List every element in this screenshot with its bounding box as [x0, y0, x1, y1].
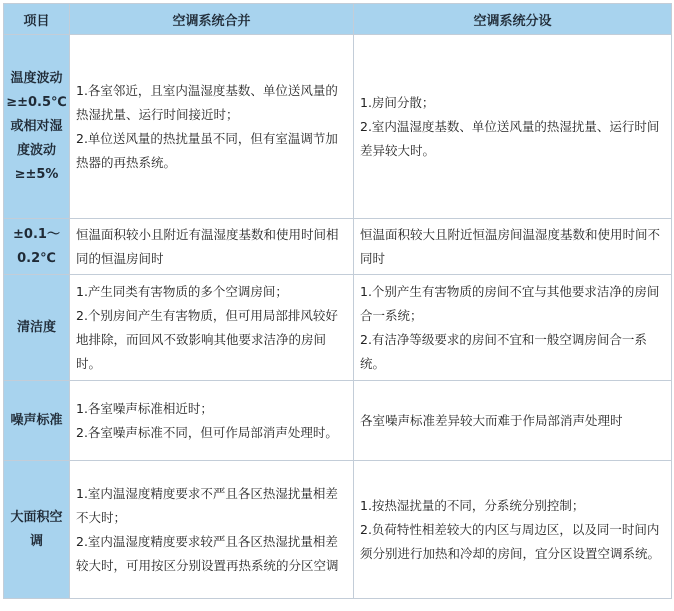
- header-merge: 空调系统合并: [70, 4, 354, 35]
- separate-cell: [354, 461, 672, 599]
- table-row: [4, 381, 672, 461]
- row-label-temperature-humidity: 温度波动≥±0.5℃或相对湿度波动≥±5%: [4, 35, 70, 219]
- merge-item: 2.室内温湿度精度要求较严且各区热湿扰量相差较大时，可用按区分别设置再热系统的分区空调: [76, 533, 339, 573]
- separate-item: 各室噪声标准差异较大而难于作局部消声处理时: [360, 412, 623, 428]
- merge-cell: [70, 35, 354, 219]
- separate-cell: [354, 35, 672, 219]
- separate-item: 2.有洁净等级要求的房间不宜和一般空调房间合一系统。: [360, 331, 647, 371]
- merge-item: 1.各室邻近，且室内温湿度基数、单位送风量的热湿扰量、运行时间接近时；: [76, 82, 338, 122]
- merge-cell: [70, 461, 354, 599]
- header-separate: 空调系统分设: [354, 4, 672, 35]
- merge-item: 2.单位送风量的热扰量虽不同，但有室温调节加热器的再热系统。: [76, 130, 338, 170]
- separate-item: 1.房间分散；: [360, 94, 435, 110]
- separate-cell: [354, 275, 672, 381]
- separate-item: 恒温面积较大且附近恒温房间温湿度基数和使用时间不同时: [360, 226, 661, 266]
- merge-item: 2.各室噪声标准不同，但可作局部消声处理时。: [76, 424, 338, 440]
- merge-cell: [70, 219, 354, 275]
- table-row: [4, 275, 672, 381]
- table-row: [4, 35, 672, 219]
- row-label-large-area: 大面积空调: [4, 461, 70, 599]
- merge-item: 1.各室噪声标准相近时；: [76, 400, 213, 416]
- separate-cell: [354, 381, 672, 461]
- row-label-noise: 噪声标准: [4, 381, 70, 461]
- merge-cell: [70, 275, 354, 381]
- separate-item: 2.负荷特性相差较大的内区与周边区，以及同一时间内须分别进行加热和冷却的房间，宜分区设置空调系统。: [360, 521, 661, 561]
- separate-item: 1.个别产生有害物质的房间不宜与其他要求洁净的房间合一系统；: [360, 283, 660, 323]
- row-label-precision: ±0.1～0.2℃: [4, 219, 70, 275]
- row-label-cleanliness: 清洁度: [4, 275, 70, 381]
- merge-item: 1.产生同类有害物质的多个空调房间；: [76, 283, 288, 299]
- table-row: [4, 219, 672, 275]
- separate-item: 1.按热湿扰量的不同，分系统分别控制；: [360, 497, 585, 513]
- header-item: 项目: [4, 4, 70, 35]
- merge-item: 2.个别房间产生有害物质，但可用局部排风较好地排除，而回风不致影响其他要求洁净的房间时。: [76, 307, 338, 371]
- separate-cell: [354, 219, 672, 275]
- header-row: [4, 4, 672, 35]
- table-row: [4, 461, 672, 599]
- separate-item: 2.室内温湿度基数、单位送风量的热湿扰量、运行时间差异较大时。: [360, 118, 660, 158]
- merge-item: 恒温面积较小且附近有温湿度基数和使用时间相同的恒温房间时: [76, 226, 339, 266]
- merge-cell: [70, 381, 354, 461]
- merge-item: 1.室内温湿度精度要求不严且各区热湿扰量相差不大时；: [76, 485, 338, 525]
- hvac-comparison-table: [3, 3, 672, 599]
